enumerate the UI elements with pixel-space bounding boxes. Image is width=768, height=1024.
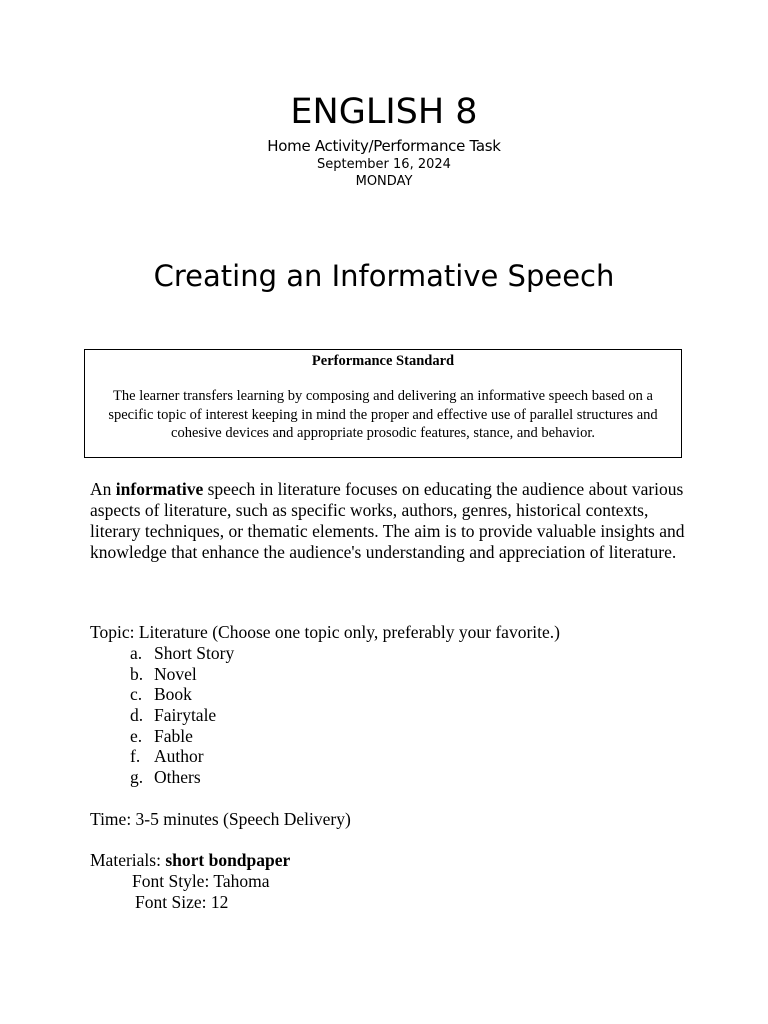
- font-style-line: Font Style: Tahoma: [132, 871, 270, 891]
- document-date: September 16, 2024: [317, 157, 451, 172]
- list-item-letter: e.: [130, 725, 143, 746]
- intro-lead: An: [90, 479, 116, 499]
- intro-rest: speech in literature focuses on educating the audience about various aspects of literature, such as specific works, authors, genres, historical contexts, literary techniques, or thematic elements. The aim is to provide valuable insights and knowledge that enhance the audience's understanding and appreciation of literature.: [90, 479, 685, 562]
- list-item-label: Short Story: [154, 643, 235, 663]
- list-item-label: Book: [154, 684, 192, 705]
- list-item: [130, 664, 234, 685]
- intro-paragraph: [90, 479, 690, 563]
- list-item: [130, 767, 234, 788]
- list-item-letter: f.: [130, 746, 141, 767]
- list-item-label: Others: [154, 767, 201, 788]
- performance-standard-box: [84, 349, 682, 458]
- list-item: [130, 726, 234, 747]
- list-item-label: Fairytale: [154, 705, 217, 726]
- list-item-label: Author: [154, 746, 204, 767]
- topic-list: [130, 643, 234, 788]
- time-line: Time: 3-5 minutes (Speech Delivery): [90, 809, 351, 829]
- list-item-letter: b.: [130, 663, 144, 684]
- document-subtitle: Home Activity/Performance Task: [267, 137, 501, 155]
- materials-value: short bondpaper: [165, 850, 291, 870]
- materials-line: [90, 850, 290, 871]
- font-size-line: Font Size: 12: [135, 892, 229, 912]
- list-item: [130, 705, 234, 726]
- document-title: ENGLISH 8: [290, 92, 478, 132]
- topic-line: Topic: Literature (Choose one topic only, preferably your favorite.): [90, 622, 560, 642]
- list-item-letter: c.: [130, 684, 143, 705]
- list-item-label: Fable: [154, 725, 193, 746]
- materials-label: Materials:: [90, 850, 166, 870]
- list-item: [130, 684, 234, 705]
- performance-standard-body: The learner transfers learning by composing and delivering an informative speech based on a specific topic of interest keeping in mind the proper and effective use of parallel structures and cohesive devices and appropriate prosodic features, stance, and behavior.: [108, 388, 658, 441]
- list-item-letter: d.: [130, 705, 144, 726]
- list-item: [130, 746, 234, 767]
- list-item-label: Novel: [154, 663, 197, 684]
- list-item-letter: a.: [130, 643, 143, 663]
- document-day: MONDAY: [355, 174, 413, 189]
- intro-bold-word: informative: [115, 479, 204, 499]
- lesson-title: Creating an Informative Speech: [153, 259, 615, 293]
- list-item: [130, 643, 234, 664]
- list-item-letter: g.: [130, 767, 144, 788]
- performance-standard-heading: Performance Standard: [311, 353, 455, 369]
